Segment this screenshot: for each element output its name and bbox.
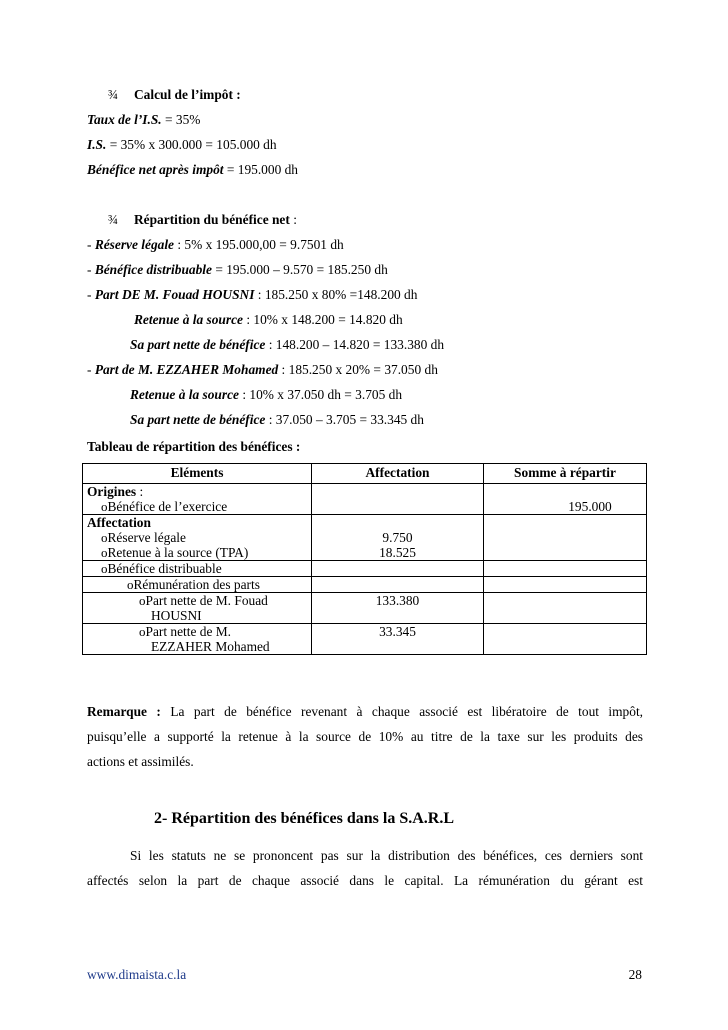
line-nette-ezzaher: Sa part nette de bénéfice : 37.050 – 3.705 = 33.345 dh <box>130 412 424 427</box>
table-row-part-housni: oPart nette de M. Fouad HOUSNI 133.380 <box>83 593 647 624</box>
remarque-line-2: puisqu’elle a supporté la retenue à la source de 10% au titre de la taxe sur les produits des <box>87 729 643 744</box>
col-header-affectation: Affectation <box>312 464 484 484</box>
table-row-part-ezzaher: oPart nette de M. EZZAHER Mohamed 33.345 <box>83 624 647 655</box>
reserve-legale-value: 9.750 <box>382 530 413 545</box>
col-header-elements: Eléments <box>83 464 312 484</box>
line-reserve-legale: - Réserve légale : 5% x 195.000,00 = 9.7501 dh <box>87 237 344 252</box>
line-nette-housni: Sa part nette de bénéfice : 148.200 – 14.820 = 133.380 dh <box>130 337 445 352</box>
repartition-table <box>82 463 647 655</box>
page-number: 28 <box>628 967 642 982</box>
remarque-line-3: actions et assimilés. <box>87 754 194 769</box>
retenue-source-value: 18.525 <box>379 545 416 560</box>
remarque-line-1: Remarque : La part de bénéfice revenant à chaque associé est libératoire de tout impôt, <box>87 704 644 719</box>
line-benefice-net: Bénéfice net après impôt = 195.000 dh <box>87 162 299 177</box>
table-header-row <box>83 464 647 484</box>
line-retenue-ezzaher: Retenue à la source : 10% x 37.050 dh = 3.705 dh <box>130 387 403 402</box>
line-part-ezzaher: - Part de M. EZZAHER Mohamed : 185.250 x 20% = 37.050 dh <box>87 362 438 377</box>
benefice-exercice-somme: 195.000 <box>568 499 612 514</box>
table-row-origines: Origines : oBénéfice de l’exercice 195.000 <box>83 484 647 515</box>
line-is: I.S. = 35% x 300.000 = 105.000 dh <box>87 137 277 152</box>
line-part-housni: - Part DE M. Fouad HOUSNI : 185.250 x 80% =148.200 dh <box>87 287 418 302</box>
part-ezzaher-value: 33.345 <box>312 624 484 655</box>
line-benefice-distribuable: - Bénéfice distribuable = 195.000 – 9.570 = 185.250 dh <box>87 262 388 277</box>
section-2-para-line-2: affectés selon la part de chaque associé dans le capital. La rémunération du gérant est <box>87 873 643 888</box>
section-2-para-line-1: Si les statuts ne se prononcent pas sur la distribution des bénéfices, ces derniers sont <box>130 848 643 863</box>
heading-calcul-impot: ¾ Calcul de l’impôt : <box>108 87 241 102</box>
line-retenue-housni: Retenue à la source : 10% x 148.200 = 14.820 dh <box>134 312 403 327</box>
col-header-somme: Somme à répartir <box>484 464 647 484</box>
heading-bullet: ¾ <box>108 87 119 102</box>
table-row-distribuable: oBénéfice distribuable <box>83 561 647 577</box>
footer-link[interactable]: www.dimaista.c.la <box>87 967 187 982</box>
line-taux-is: Taux de l’I.S. = 35% <box>87 112 201 127</box>
table-title: Tableau de répartition des bénéfices : <box>87 439 301 454</box>
heading-bullet: ¾ <box>108 212 119 227</box>
heading-repartition: ¾ Répartition du bénéfice net : <box>108 212 297 227</box>
table-row-affectation: Affectation oRéserve légale oRetenue à la source (TPA) 9.750 18.525 <box>83 515 647 561</box>
part-housni-value: 133.380 <box>312 593 484 624</box>
section-2-title: 2- Répartition des bénéfices dans la S.A.R.L <box>154 810 455 827</box>
table-row-remuneration: oRémunération des parts <box>83 577 647 593</box>
